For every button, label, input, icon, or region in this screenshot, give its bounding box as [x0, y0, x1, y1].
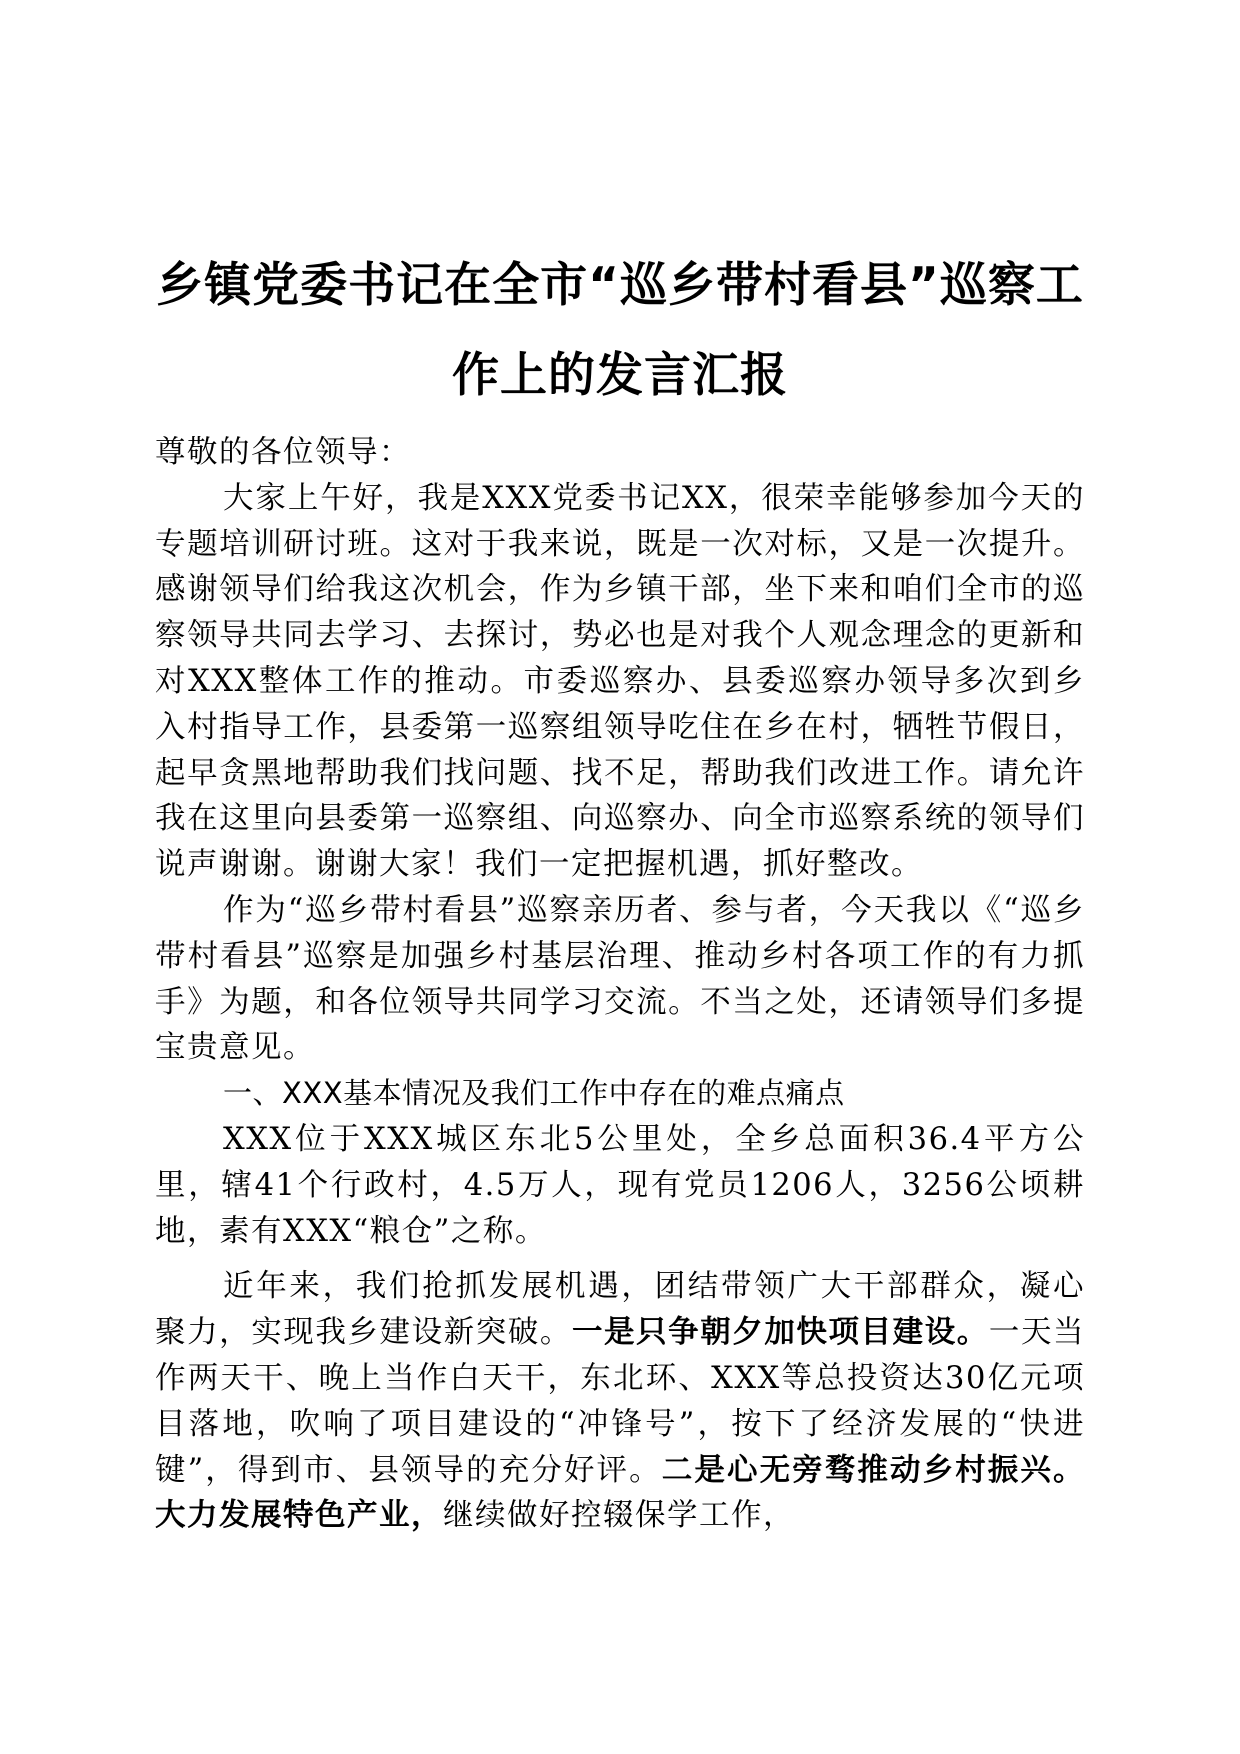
paragraph-basic-info: XXX位于XXX城区东北5公里处，全乡总面积36.4平方公里，辖41个行政村，4.5万人，现有党员1206人，3256公顷耕地，素有XXX“粮仓”之称。	[155, 1121, 1085, 1249]
point-two-text: 继续做好控辍保学工作，	[443, 1498, 795, 1534]
point-one-text: 一天当作两天干、晚上当作白天干，东北环、XXX等总投资达30亿元项目落地，吹响了项目建设的“冲锋号”，按下了经济发展的“快进键”，得到市、县领导的充分好评。	[155, 1315, 1086, 1488]
section-heading-1: 一、XXX基本情况及我们工作中存在的难点痛点	[223, 1076, 845, 1111]
point-one-heading: 一是只争朝夕加快项目建设。	[571, 1314, 989, 1351]
document-title-line-1: 乡镇党委书记在全市“巡乡带村看县”巡察工	[156, 258, 1084, 313]
point-two-heading: 二是心无旁骛推动乡村振兴。大力发展特色产业，	[155, 1451, 1086, 1534]
paragraph-topic: 作为“巡乡带村看县”巡察亲历者、参与者，今天我以《“巡乡带村看县”巡察是加强乡村基层治理、推动乡村各项工作的有力抓手》为题，和各位领导共同学习交流。不当之处，还请领导们多提宝贵意见。	[155, 892, 1085, 1066]
document-body	[155, 430, 1085, 1539]
document-title-line-2: 作上的发言汇报	[452, 348, 788, 403]
salutation: 尊敬的各位领导：	[155, 435, 411, 470]
achievements-intro: 近年来，我们抢抓发展机遇，团结带领广大干部群众，凝心聚力，实现我乡建设新突破。	[155, 1269, 1085, 1351]
paragraph-achievements	[155, 1264, 1085, 1539]
paragraph-greeting: 大家上午好，我是XXX党委书记XX，很荣幸能够参加今天的专题培训研讨班。这对于我来说，既是一次对标，又是一次提升。感谢领导们给我这次机会，作为乡镇干部，坐下来和咱们全市的巡察领导共同去学习、去探讨，势必也是对我个人观念理念的更新和对XXX整体工作的推动。市委巡察办、县委巡察办领导多次到乡入村指导工作，县委第一巡察组领导吃住在乡在村，牺牲节假日，起早贪黑地帮助我们找问题、找不足，帮助我们改进工作。请允许我在这里向县委第一巡察组、向巡察办、向全市巡察系统的领导们说声谢谢。谢谢大家！我们一定把握机遇，抓好整改。	[155, 480, 1085, 883]
